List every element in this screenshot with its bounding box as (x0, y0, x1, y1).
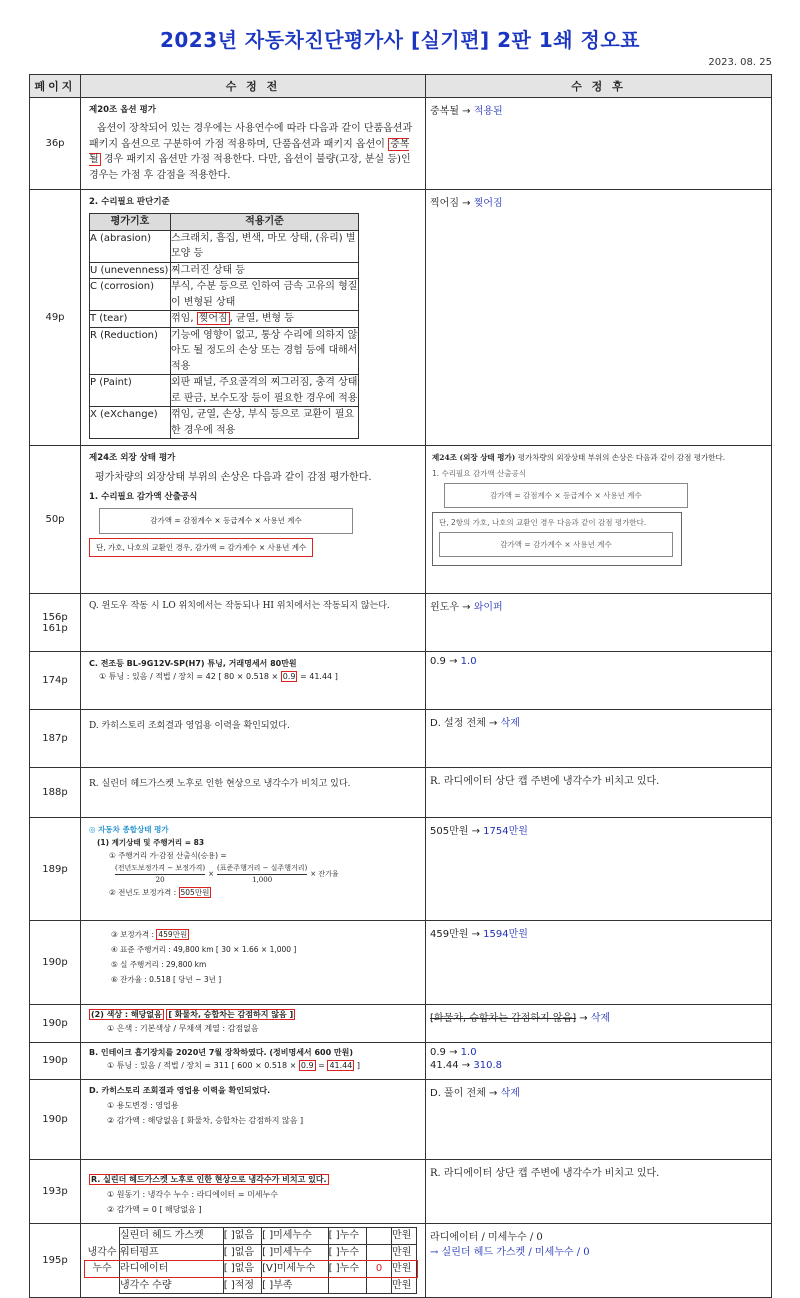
header-page: 페이지 (30, 75, 81, 98)
change-line (430, 1060, 767, 1071)
old-text: 41.44 → (430, 1059, 471, 1071)
option: [ ]없음 (223, 1244, 261, 1261)
before-cell (81, 652, 426, 710)
text: C. 전조등 BL-9G12V-SP(H7) 튜닝, 거래명세서 80만원 (89, 659, 297, 669)
old-text: 505만원 → (430, 826, 480, 838)
option: [ ]누수 (328, 1228, 366, 1245)
new-text: 찢어짐 (473, 198, 503, 210)
sub-heading: 1. 수리필요 감가액 산출공식 (432, 469, 527, 479)
before-cell (81, 921, 426, 1005)
highlighted-term: 0.9 (282, 671, 296, 681)
note-box (432, 512, 682, 566)
old-text: 0.9 → (430, 1046, 458, 1058)
option: [V]미세누수 (262, 1261, 329, 1278)
text: R. 실린더 헤드가스켓 노후로 인한 현상으로 냉각수가 비치고 있다. (89, 779, 351, 790)
table-row (30, 710, 772, 768)
new-text: 1.0 (460, 656, 477, 668)
before-cell (81, 1224, 426, 1298)
table-row (30, 190, 772, 446)
before-cell (81, 768, 426, 818)
highlighted-term: 중복될 (89, 138, 410, 166)
denominator: 20 (155, 876, 165, 885)
paragraph: 평가차량의 외장상태 부위의 손상은 다음과 같이 감점 평가한다. (95, 471, 372, 483)
highlighted-term: 41.44 (329, 1061, 353, 1071)
page-cell: 189p (30, 818, 81, 921)
after-cell (426, 1159, 772, 1224)
before-cell (81, 594, 426, 652)
before-cell (81, 1042, 426, 1079)
new-text: 310.8 (473, 1059, 503, 1071)
option: [ ]누수 (328, 1244, 366, 1261)
text: × 잔가율 (310, 870, 339, 879)
text (89, 1008, 417, 1022)
old-text: 윈도우 → (430, 602, 471, 614)
arrow: → (576, 1013, 588, 1025)
formula-box: 감가액 = 감점계수 × 등급계수 × 사용년 계수 (99, 508, 353, 534)
new-text: 1594만원 (483, 929, 528, 941)
page-cell: 50p (30, 446, 81, 594)
before-cell (81, 710, 426, 768)
new-text: R. 라디에이터 상단 캡 주변에 냉각수가 비치고 있다. (430, 1167, 660, 1179)
code-cell: U (unevenness) (90, 262, 171, 279)
option: [ ]부족 (262, 1277, 329, 1294)
page-cell: 190p (30, 1079, 81, 1159)
page-cell (30, 594, 81, 652)
paragraph (89, 121, 417, 183)
desc-cell: 외판 패널, 주요골격의 찌그러짐, 충격 상태로 판금, 보수도장 등이 필요한 경우에 적용 (171, 375, 359, 407)
after-cell (426, 1042, 772, 1079)
after-cell (426, 1079, 772, 1159)
unit: 만원 (392, 1261, 417, 1278)
old-text: [화물차, 승합차는 감점하지 않음] (430, 1013, 577, 1025)
code-cell: A (abrasion) (90, 230, 171, 262)
highlighted-note: 단, 가호, 나호의 교환인 경우, 감가액 = 감가계수 × 사용년 계수 (89, 538, 313, 558)
text (89, 1172, 417, 1187)
numerator: (표준주행거리 − 실주행거리) (217, 863, 307, 876)
numerator: (전년도보정가격 − 보정가격) (115, 863, 205, 876)
formula-box: 감가액 = 감가계수 × 사용년 계수 (439, 532, 673, 557)
new-text: 삭제 (500, 1087, 520, 1099)
text: ① 은색 : 기본색상 / 무채색 계열 : 감점없음 (107, 1023, 259, 1033)
header-before: 수 정 전 (81, 75, 426, 98)
table-row (30, 594, 772, 652)
text: ① 용도변경 : 영업용 (107, 1100, 179, 1110)
option: [ ]없음 (223, 1228, 261, 1245)
highlighted-term: [ 화물차, 승합차는 감점하지 않음 ] (168, 1010, 294, 1020)
text: D. 카히스토리 조회결과 영업용 이력을 확인되었다. (89, 721, 290, 732)
before-cell (81, 1159, 426, 1224)
new-text: 삭제 (590, 1013, 611, 1025)
criteria-table (89, 213, 359, 439)
code-cell: R (Reduction) (90, 327, 171, 375)
table-row (30, 446, 772, 594)
page-label: 156p (42, 611, 68, 623)
text: B. 인테이크 흡기장치를 2020년 7월 장착하였다. (정비명세서 600 만원) (89, 1047, 354, 1057)
section-heading: ◎ 자동차 종합상태 평가 (89, 825, 169, 835)
amount (367, 1244, 392, 1261)
note-text: 단, 2항의 가호, 나호의 교환인 경우 다음과 같이 감점 평가한다. (439, 518, 647, 528)
option: [ ]미세누수 (262, 1228, 329, 1245)
text: ② 감가액 = 0 [ 해당없음 ] (107, 1205, 202, 1215)
before-cell (81, 190, 426, 446)
table-row (30, 1224, 772, 1298)
sub-heading: 1. 수리필요 감가액 산출공식 (89, 492, 198, 503)
old-text: D. 설정 전체 → (430, 718, 498, 730)
text: (1) 계기상태 및 주행거리 = 83 (97, 838, 205, 848)
old-text: D. 풀이 전체 → (430, 1087, 498, 1099)
code-cell: P (Paint) (90, 375, 171, 407)
unit: 만원 (392, 1244, 417, 1261)
amount (367, 1277, 392, 1294)
desc-cell: 부식, 수분 등으로 인하여 금속 고유의 형질이 변형된 상태 (171, 279, 359, 311)
document-date: 2023. 08. 25 (708, 57, 772, 68)
old-text: 찍어짐 → (430, 198, 471, 210)
after-cell (426, 446, 772, 594)
amount: 0 (367, 1261, 392, 1278)
highlighted-term: 459만원 (158, 930, 188, 940)
coolant-table (85, 1227, 417, 1294)
before-cell (81, 818, 426, 921)
highlighted-term: R. 실린더 헤드가스켓 노후로 인한 현상으로 냉각수가 비치고 있다. (91, 1174, 327, 1184)
table-row (30, 1042, 772, 1079)
text: Q. 윈도우 작동 시 LO 위치에서는 작동되나 HI 위치에서는 작동되지 않는다. (89, 601, 390, 612)
group-label: 냉각수 누수 (87, 1247, 117, 1274)
formula-box: 감가액 = 감점계수 × 등급계수 × 사용년 계수 (444, 483, 688, 508)
text: ② 감가액 : 해당없음 [ 화물차, 승합차는 감점하지 않음 ] (107, 1116, 304, 1126)
text: 경우 패키지 옵션만 가점 적용한다. 다만, 옵션이 불량(고장, 분실 등)인 경우는 가점 후 감점을 적용한다. (89, 154, 411, 181)
text: ② 전년도 보정가격 : 505만원 (109, 888, 210, 898)
desc-cell: 꺾임, 균열, 손상, 부식 등으로 교환이 필요한 경우에 적용 (171, 407, 359, 439)
page-label: 161p (42, 622, 68, 634)
page-cell: 190p (30, 1042, 81, 1079)
page-cell: 195p (30, 1224, 81, 1298)
item-name: 냉각수 수량 (120, 1277, 224, 1294)
page-cell: 187p (30, 710, 81, 768)
header-after: 수 정 후 (426, 75, 772, 98)
option: [ ]없음 (223, 1261, 261, 1278)
page-cell: 174p (30, 652, 81, 710)
operator: × (208, 870, 215, 879)
section-heading: 제24조 외장 상태 평가 (89, 453, 176, 464)
paragraph: 제24조 (외장 상태 평가) 평가차량의 외장상태 부위의 손상은 다음과 같이 감점 평가한다. (432, 453, 726, 463)
table-row (30, 768, 772, 818)
desc-cell: 기능에 영향이 없고, 통상 수리에 의하지 않아도 될 정도의 손상 또는 경험 등에 대해서 적용 (171, 327, 359, 375)
desc-cell: 찌그러진 상태 등 (171, 262, 359, 279)
text: 옵션이 장착되어 있는 경우에는 사용연수에 따라 다음과 같이 단품옵션과 패키지 옵션으로 구분하여 가점 적용하며, 단품옵션과 패키지 옵션이 (89, 123, 413, 150)
change-line (430, 1047, 767, 1058)
page-cell: 49p (30, 190, 81, 446)
after-cell (426, 768, 772, 818)
text: ① 튜닝 : 있음 / 적법 / 장치 = 42 [ 80 × 0.518 × 0.9 = 41.44 ] (99, 671, 338, 681)
after-cell (426, 98, 772, 190)
table-header-row (30, 75, 772, 98)
highlighted-term: 0.9 (300, 1061, 314, 1071)
table-row (30, 818, 772, 921)
new-text: 적용된 (473, 106, 503, 117)
unit: 만원 (392, 1228, 417, 1245)
after-cell (426, 1224, 772, 1298)
after-cell (426, 594, 772, 652)
table-row (30, 1005, 772, 1042)
before-cell (81, 446, 426, 594)
item-name: 워터펌프 (120, 1244, 224, 1261)
errata-table (29, 74, 772, 1298)
text: ① 원동기 : 냉각수 누수 : 라디에이터 = 미세누수 (107, 1189, 278, 1199)
page-cell: 36p (30, 98, 81, 190)
item-name: 라디에이터 (120, 1261, 224, 1278)
new-text: 삭제 (500, 718, 520, 730)
table-row (30, 98, 772, 190)
after-cell (426, 921, 772, 1005)
table-row (30, 652, 772, 710)
old-text: 0.9 → (430, 656, 458, 668)
code-cell: C (corrosion) (90, 279, 171, 311)
text: ④ 표준 주행거리 : 49,800 km [ 30 × 1.66 × 1,000 ] (111, 945, 297, 955)
page-cell: 188p (30, 768, 81, 818)
col-header: 평가기호 (90, 214, 171, 231)
table-row (30, 921, 772, 1005)
section-heading: 2. 수리필요 판단기준 (89, 197, 170, 208)
table-row (30, 1079, 772, 1159)
text: ⑤ 실 주행거리 : 29,800 km (111, 960, 207, 970)
option: [ ]적정 (223, 1277, 261, 1294)
new-text: 1754만원 (483, 826, 528, 838)
before-cell (81, 98, 426, 190)
text: D. 카히스토리 조회결과 영업용 이력을 확인되었다. (89, 1085, 271, 1095)
text: ⑥ 잔가율 : 0.518 [ 당년 ~ 3년 ] (111, 975, 222, 985)
after-cell (426, 190, 772, 446)
new-text: 1.0 (460, 1046, 477, 1058)
option (328, 1277, 366, 1294)
after-cell (426, 652, 772, 710)
old-text: 라디에이터 / 미세누수 / 0 (430, 1232, 543, 1244)
highlighted-term: 찢어짐 (198, 313, 228, 325)
page-cell: 190p (30, 921, 81, 1005)
unit: 만원 (392, 1277, 417, 1294)
document-title: 2023년 자동차진단평가사 [실기편] 2판 1쇄 정오표 (159, 28, 641, 52)
col-header: 적용기준 (171, 214, 359, 231)
after-cell (426, 818, 772, 921)
code-cell: X (eXchange) (90, 407, 171, 439)
highlighted-term: (2) 색상 : 해당없음 (91, 1010, 162, 1020)
before-cell (81, 1005, 426, 1042)
option: [ ]누수 (328, 1261, 366, 1278)
formula (115, 863, 417, 888)
desc-cell: 꺾임, 찢어짐 , 균열, 변형 등 (171, 311, 359, 328)
before-cell (81, 1079, 426, 1159)
item-name: 실린더 헤드 가스켓 (120, 1228, 224, 1245)
new-text: → 실린더 헤드 가스켓 / 미세누수 / 0 (430, 1247, 590, 1259)
page-cell: 190p (30, 1005, 81, 1042)
page-cell: 193p (30, 1159, 81, 1224)
after-cell (426, 710, 772, 768)
amount (367, 1228, 392, 1245)
new-text: 와이퍼 (473, 602, 503, 614)
text: ③ 보정가격 : 459만원 (111, 930, 188, 940)
text: ① 튜닝 : 있음 / 적법 / 장치 = 311 [ 600 × 0.518 × 0.9 = 41.44 ] (107, 1061, 361, 1071)
new-text: R. 라디에이터 상단 캡 주변에 냉각수가 비치고 있다. (430, 776, 660, 788)
highlighted-row (85, 1261, 417, 1278)
denominator: 1,000 (252, 876, 273, 885)
table-row (30, 1159, 772, 1224)
old-text: 중복될 → (430, 106, 471, 117)
highlighted-term: 505만원 (180, 888, 210, 898)
section-heading: 제20조 옵션 평가 (89, 105, 157, 115)
after-cell (426, 1005, 772, 1042)
desc-cell: 스크래치, 흠집, 변색, 마모 상태, (유리) 별모양 등 (171, 230, 359, 262)
code-cell: T (tear) (90, 311, 171, 328)
text: ① 주행거리 가·감점 산출식(승용) = (109, 850, 227, 860)
old-text: 459만원 → (430, 929, 480, 941)
option: [ ]미세누수 (262, 1244, 329, 1261)
